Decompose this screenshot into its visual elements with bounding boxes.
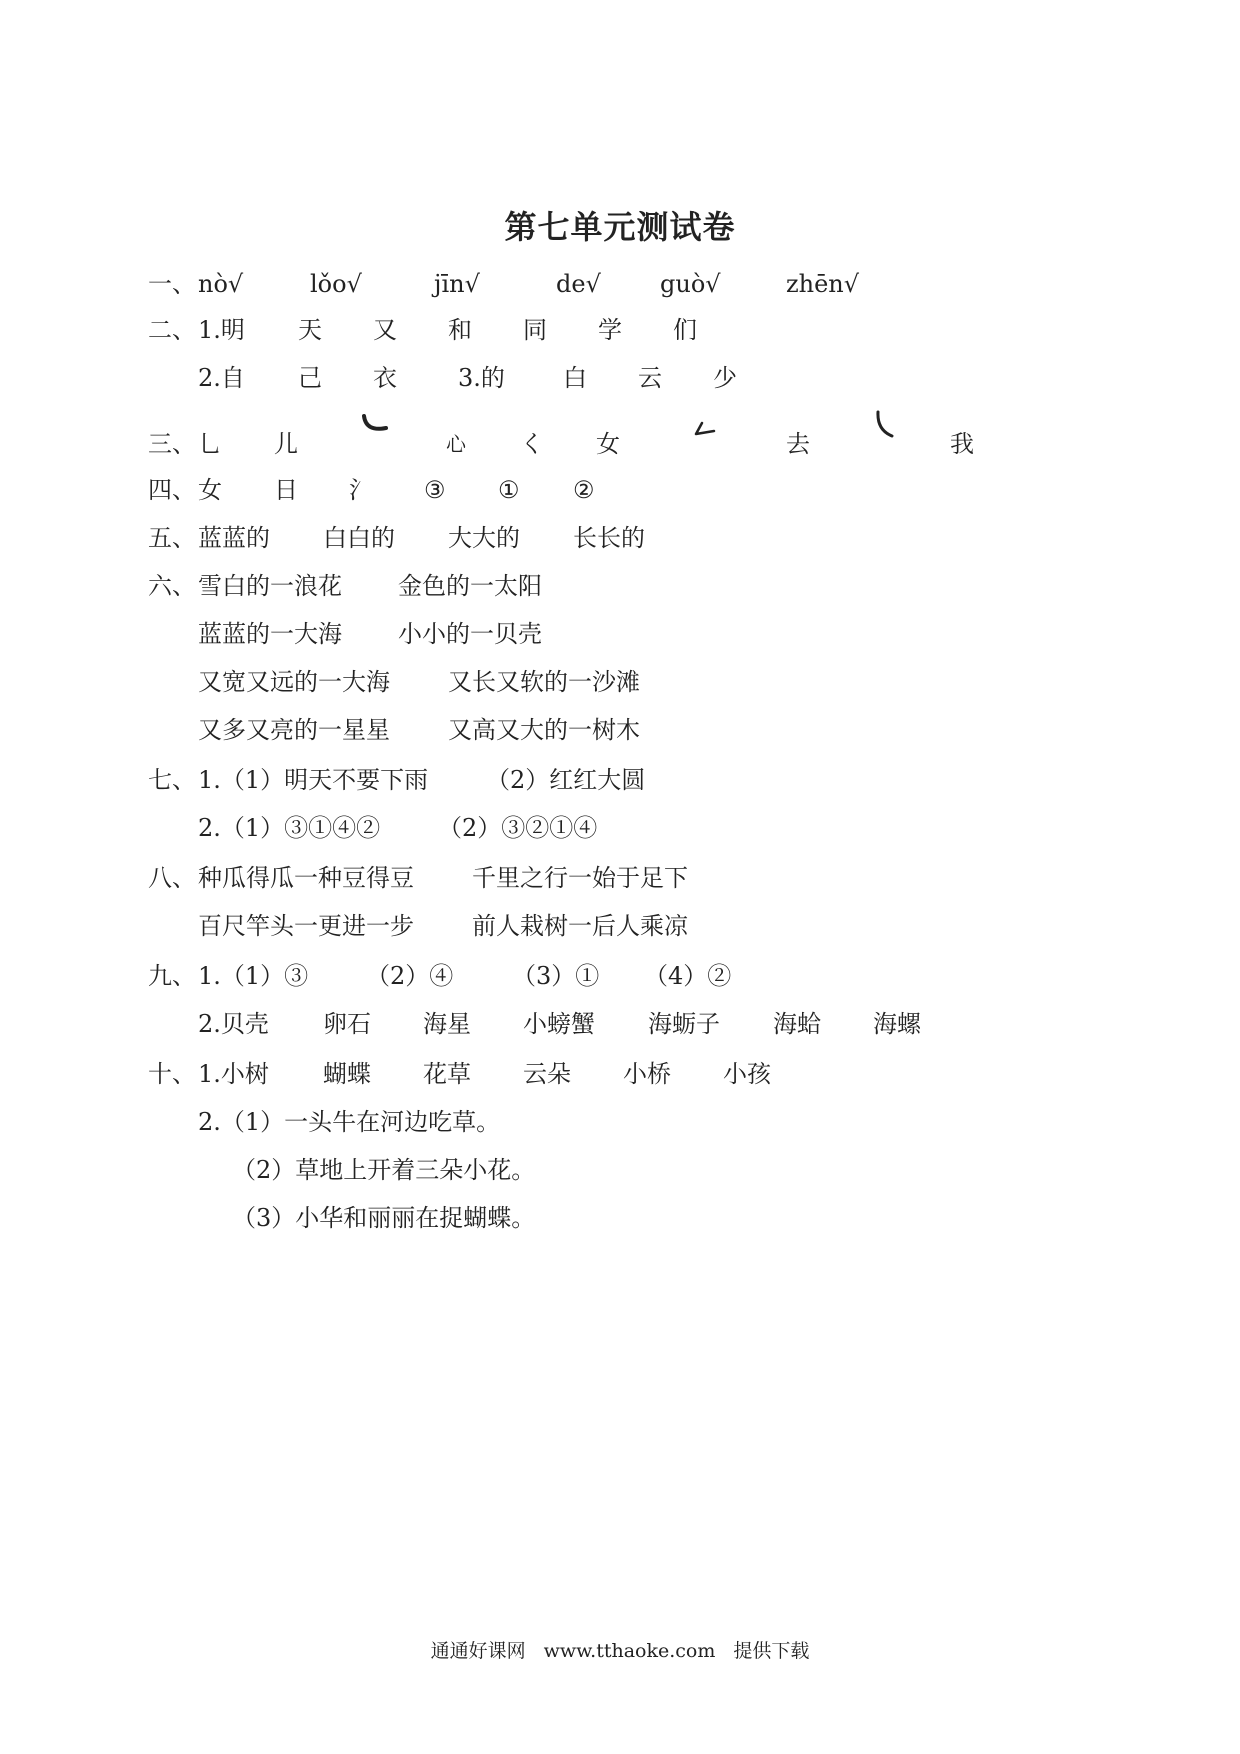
answer-item: （2）红红大圆 — [486, 766, 646, 794]
answer-item: 海蛤 — [773, 1010, 821, 1038]
section-10-row-1 — [0, 1056, 1240, 1092]
answer-item: 卵石 — [323, 1010, 371, 1038]
section-7-row-1 — [0, 762, 1240, 798]
section-5 — [0, 520, 1240, 556]
page-title: 第七单元测试卷 — [504, 208, 736, 246]
answer-item: 天 — [298, 316, 322, 344]
section-label: 四、 — [148, 476, 196, 504]
xiegou-stroke-icon — [872, 410, 898, 444]
answer-item: 心 — [446, 432, 466, 456]
answer-item: 百尺竿头一更进一步 — [198, 912, 414, 940]
answer-item: 前人栽树一后人乘凉 — [472, 912, 688, 940]
section-6-row-3 — [0, 664, 1240, 700]
answer-item: 又长又软的一沙滩 — [448, 668, 640, 696]
answer-item: く — [520, 430, 544, 458]
answer-item: 2.（1）一头牛在河边吃草。 — [198, 1108, 501, 1136]
section-label: 三、 — [148, 430, 196, 458]
answer-item: （4）② — [644, 962, 732, 990]
answer-item: 2.（1）③①④② — [198, 814, 381, 842]
footer-url[interactable]: www.tthaoke.com — [543, 1640, 716, 1662]
footer-site: 通通好课网 — [430, 1640, 526, 1662]
answer-item: jīn√ — [434, 270, 480, 298]
footer-note: 提供下载 — [733, 1640, 810, 1662]
section-10-row-4 — [0, 1200, 1240, 1236]
answer-item: 1.小树 — [198, 1060, 269, 1088]
answer-item: 小孩 — [723, 1060, 771, 1088]
answer-item: ① — [498, 476, 520, 504]
section-4 — [0, 472, 1240, 508]
answer-item: 云 — [638, 364, 662, 392]
answer-item: 2.贝壳 — [198, 1010, 269, 1038]
answer-item: 女 — [596, 430, 620, 458]
answer-item: 蝴蝶 — [323, 1060, 371, 1088]
section-label: 七、 — [148, 766, 196, 794]
answer-item: 女 — [198, 476, 222, 504]
section-1 — [0, 266, 1240, 302]
answer-item: 又 — [373, 316, 397, 344]
section-10-row-2 — [0, 1104, 1240, 1140]
answer-item: 海蛎子 — [648, 1010, 720, 1038]
answer-item: 又高又大的一树木 — [448, 716, 640, 744]
section-2-row-2 — [0, 360, 1240, 396]
answer-item: 氵 — [349, 476, 373, 504]
answer-item: 学 — [598, 316, 622, 344]
section-label: 六、 — [148, 572, 196, 600]
answer-item: 小螃蟹 — [523, 1010, 595, 1038]
answer-item: 1.（1）明天不要下雨 — [198, 766, 429, 794]
answer-item: 儿 — [274, 430, 298, 458]
answer-item: ② — [573, 476, 595, 504]
answer-item: 1.（1）③ — [198, 962, 309, 990]
answer-item: 同 — [523, 316, 547, 344]
answer-item: 大大的 — [448, 524, 520, 552]
answer-item: 白白的 — [323, 524, 395, 552]
answer-item: （3）小华和丽丽在捉蝴蝶。 — [232, 1204, 536, 1232]
answer-item: 小小的一贝壳 — [398, 620, 542, 648]
answer-item: （2）④ — [366, 962, 454, 990]
answer-item: 雪白的一浪花 — [198, 572, 342, 600]
answer-item: 乚 — [198, 430, 222, 458]
answer-item: de√ — [556, 270, 601, 298]
answer-item: 海螺 — [873, 1010, 921, 1038]
answer-item: 1.明 — [198, 316, 245, 344]
answer-item: 我 — [950, 430, 974, 458]
answer-item: lǒo√ — [310, 270, 362, 298]
answer-item: 2.自 — [198, 364, 245, 392]
answer-item: 己 — [298, 364, 322, 392]
answer-item: 白 — [563, 364, 587, 392]
answer-item: （2）③②①④ — [438, 814, 598, 842]
section-2-row-1 — [0, 312, 1240, 348]
answer-item: 小桥 — [623, 1060, 671, 1088]
section-label: 九、 — [148, 962, 196, 990]
wogou-stroke-icon — [360, 412, 390, 442]
section-8-row-2 — [0, 908, 1240, 944]
answer-item: 花草 — [423, 1060, 471, 1088]
section-6-row-4 — [0, 712, 1240, 748]
answer-item: nò√ — [198, 270, 244, 298]
answer-item: 又宽又远的一大海 — [198, 668, 390, 696]
answer-item: 和 — [448, 316, 472, 344]
section-8-row-1 — [0, 860, 1240, 896]
answer-item: 衣 — [373, 364, 397, 392]
section-6-row-1 — [0, 568, 1240, 604]
answer-item: zhēn√ — [786, 270, 860, 298]
section-3 — [0, 426, 1240, 462]
pie-ti-stroke-icon — [692, 420, 722, 446]
section-label: 八、 — [148, 864, 196, 892]
section-label: 十、 — [148, 1060, 196, 1088]
answer-item: 种瓜得瓜一种豆得豆 — [198, 864, 414, 892]
answer-item: （3）① — [512, 962, 600, 990]
answer-item: 千里之行一始于足下 — [472, 864, 688, 892]
answer-item: 去 — [786, 430, 810, 458]
answer-item: （2）草地上开着三朵小花。 — [232, 1156, 536, 1184]
answer-item: 日 — [274, 476, 298, 504]
section-label: 二、 — [148, 316, 196, 344]
answer-item: 海星 — [423, 1010, 471, 1038]
answer-item: 长长的 — [573, 524, 645, 552]
answer-item: 们 — [673, 316, 697, 344]
section-label: 五、 — [148, 524, 196, 552]
section-label: 一、 — [148, 270, 196, 298]
section-9-row-1 — [0, 958, 1240, 994]
section-7-row-2 — [0, 810, 1240, 846]
section-6-row-2 — [0, 616, 1240, 652]
answer-item: 又多又亮的一星星 — [198, 716, 390, 744]
footer — [0, 1636, 1240, 1663]
section-10-row-3 — [0, 1152, 1240, 1188]
answer-item: guò√ — [660, 270, 721, 298]
answer-item: ③ — [424, 476, 446, 504]
answer-item: 蓝蓝的一大海 — [198, 620, 342, 648]
answer-item: 蓝蓝的 — [198, 524, 270, 552]
section-9-row-2 — [0, 1006, 1240, 1042]
answer-item: 3.的 — [458, 364, 505, 392]
answer-item: 云朵 — [523, 1060, 571, 1088]
answer-item: 金色的一太阳 — [398, 572, 542, 600]
answer-item: 少 — [713, 364, 737, 392]
